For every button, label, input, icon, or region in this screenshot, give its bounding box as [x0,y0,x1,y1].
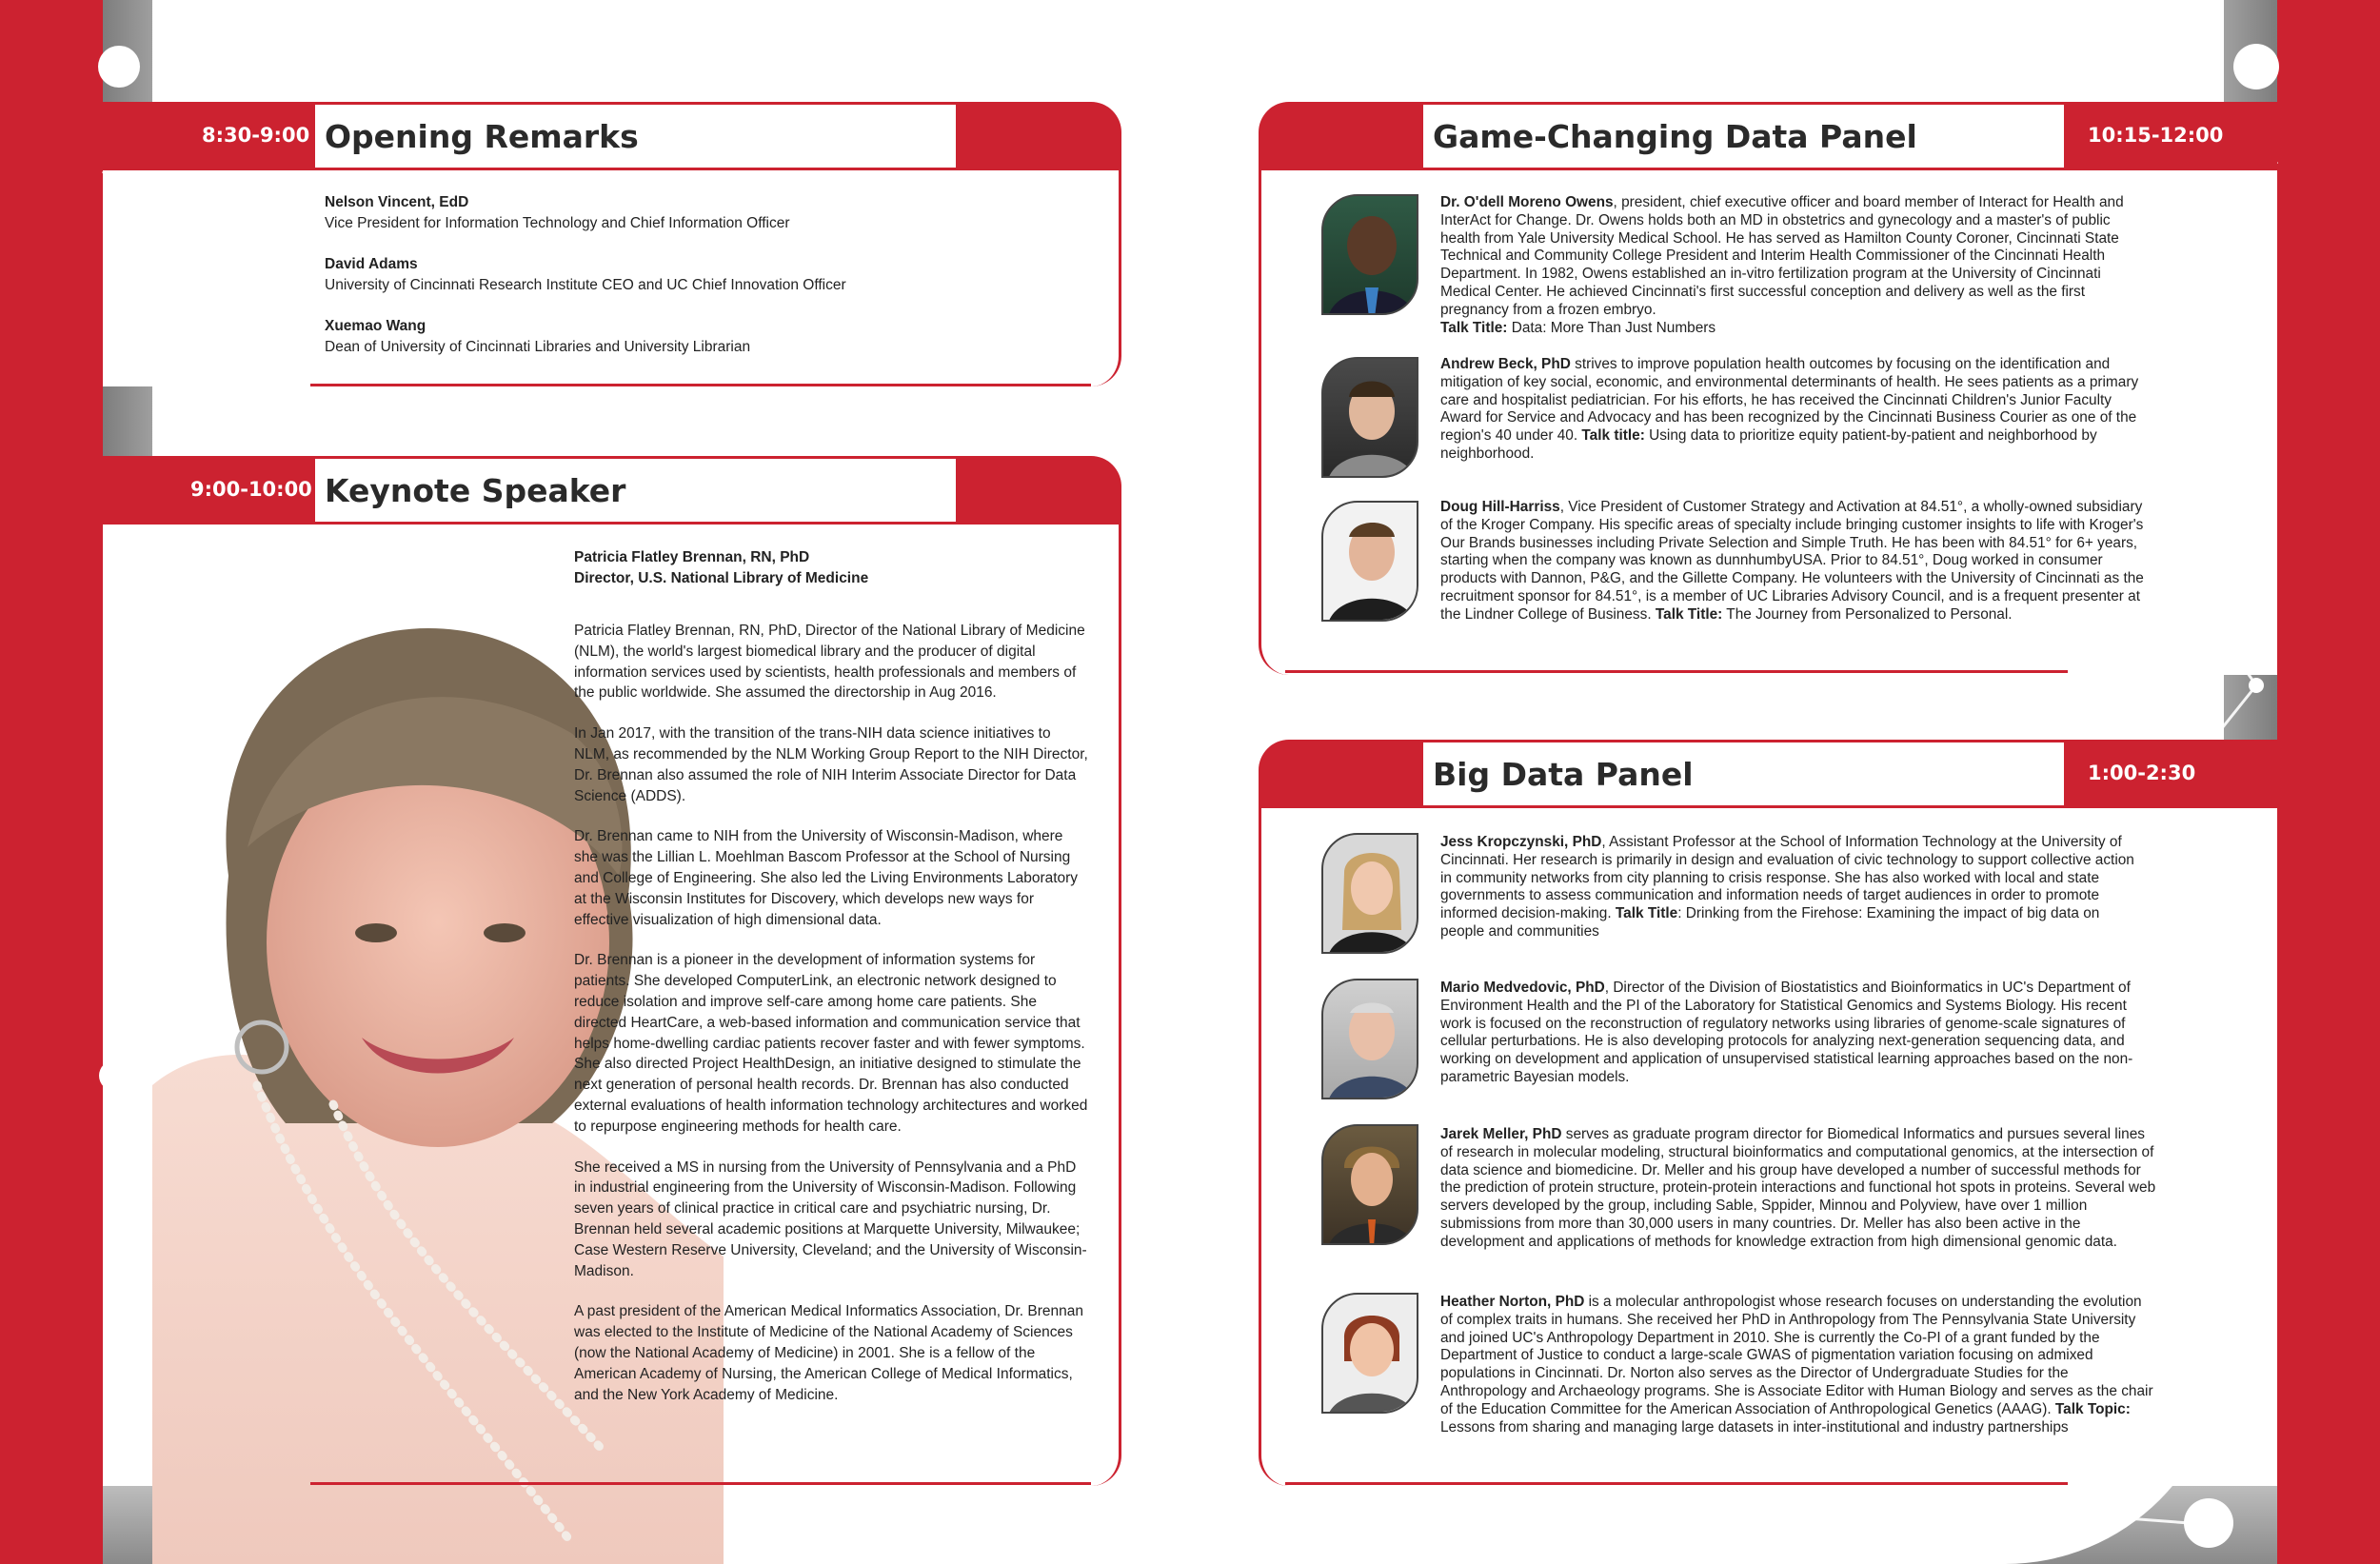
keynote-paragraph: Dr. Brennan came to NIH from the University of Wisconsin-Madison, where she was the Lillian L. Moehlman Bascom Professor at the School of Nursing and College of Engineering. She also led the Living Environments Laboratory at the Wisconsin Institutes for Discovery, which develops new ways for effective visualization of high dimensional data. [574,828,1079,928]
opening-speaker-list [325,192,1086,357]
speaker-bio: strives to improve population health outcomes by focusing on the identification and mitigation of key social, economic, and environmental determinants of health. He sees patients as a primary care and hospitalist pediatrician. For his efforts, he has received the Cincinnati Children's Junior Faculty Award for Service and Advocacy and has been recognized by the Cincinnati Business Courier as one of the region's 40 under 40. [1440,356,2139,445]
game-speaker-3-bio [1440,499,2154,624]
talk-label: Talk Title [1615,905,1678,922]
speaker-role: University of Cincinnati Research Institute CEO and UC Chief Innovation Officer [325,276,846,293]
talk-label: Talk title: [1581,427,1645,445]
game-speaker-2-bio [1440,356,2145,464]
talk-label: Talk Title: [1440,319,1508,336]
opening-speaker-2 [325,254,1086,295]
speaker-bio: , Director of the Division of Biostatistics and Bioinformatics in UC's Department of Environment Health and the PI of the Laboratory for Statistical Genomics and Systems Biology. His recent work is focused on the reconstruction of regulatory networks using libraries of genome-scale signatures of cellular perturbations. He is also developing protocols for analyzing next-generation sequencing data, and working on development and application of unsupervised statistical learning approaches based on the non-parametric Bayesian models. [1440,980,2133,1085]
talk-title: The Journey from Personalized to Personal. [1722,605,2013,623]
keynote-text [574,547,1088,1425]
keynote-time: 9:00-10:00 [190,478,312,501]
speaker-name: Xuemao Wang [325,318,426,334]
game-bottom-rule [1285,670,2068,673]
game-title: Game-Changing Data Panel [1433,117,1917,155]
speaker-bio: , president, chief executive officer and board member of Interact for Health and InterAct for Change. Dr. Owens holds both an MD in obstetrics and gynecology and a master's of public health from Yale University Medical School. He has served as Hamilton County Coroner, Cincinnati State Technical and Community College President and Interim Health Commissioner of the Cincinnati Health Department. In 1982, Owens established an in-vitro fertilization program at the University of Cincinnati Medical Center. He achieved Cincinnati's first successful conception and delivery as well as the first pregnancy from a frozen embryo. [1440,194,2124,318]
speaker-bio: , Vice President of Customer Strategy and Activation at 84.51°, a wholly-owned subsidiary of the Kroger Company. His specific areas of specialty include bringing customer insights to life with Kroger's Our Brands businesses including Private Selection and Simple Truth. He has been with 84.51° for 6+ years, starting when the company was known as dunnhumbyUSA. Prior to 84.51°, Doug worked in consumer products with Dannon, P&G, and the Gillette Company. He volunteers with the University of Cincinnati as the recruitment sponsor for 84.51°, is a member of UC Libraries Advisory Council, and is a frequent presenter at the Lindner College of Business. [1440,499,2144,623]
speaker-name: Mario Medvedovic, PhD [1440,980,1605,996]
speaker-name: Heather Norton, PhD [1440,1294,1585,1310]
game-speaker-1-bio [1440,194,2145,337]
speaker-photo [1321,833,1418,954]
speaker-name: Andrew Beck, PhD [1440,356,1571,372]
opening-speaker-3 [325,316,1086,357]
speaker-name: Doug Hill-Harriss [1440,499,1560,515]
speaker-name: Jarek Meller, PhD [1440,1126,1562,1142]
speaker-name: David Adams [325,256,418,272]
speaker-name: Jess Kropczynski, PhD [1440,834,1602,850]
talk-title: Lessons from sharing and managing large datasets in inter-institutional and industry partnerships [1440,1418,2069,1435]
opening-title: Opening Remarks [325,117,639,155]
game-title-box [1420,102,2067,170]
talk-title: : Drinking from the Firehose: Examining the impact of big data on people and communities [1440,905,2100,940]
keynote-paragraph: In Jan 2017, with the transition of the trans-NIH data science initiatives to NLM, as recommended by the NLM Working Group Report to the NIH Director, Dr. Brennan also assumed the role of NIH Interim Associate Director for Data Science (ADDS). [574,725,1088,804]
opening-time: 8:30-9:00 [202,124,310,147]
speaker-photo [1321,194,1418,315]
talk-title: Using data to prioritize equity patient-by-patient and neighborhood by neighborhood. [1440,427,2097,462]
bigdata-time: 1:00-2:30 [2088,762,2196,784]
speaker-bio: , Assistant Professor at the School of Information Technology at the University of Cincinnati. Her research is primarily in design and evaluation of civic technology to support collective action in community networks from city planning to crisis response. She has also worked with local and state governments to assess communication and information needs of target audiences in order to promote informed decision-making. [1440,834,2134,922]
talk-title: Data: More Than Just Numbers [1507,319,1716,336]
bigdata-title-box [1420,740,2067,808]
speaker-bio: serves as graduate program director for Biomedical Informatics and pursues several lines of research in molecular modeling, structural bioinformatics and computational genomics, at the intersection of data science and biomedicine. Dr. Meller and his group have developed a number of successful methods for the prediction of protein structure, protein-protein interactions and functional hot spots in proteins. Several web servers developed by the group, including Sable, Sppider, Minnou and Polyview, have over 1 million submissions from more than 30,000 users in many countries. Dr. Meller has also been active in the development and applications of methods for knowledge extraction from high dimensional genomic data. [1440,1126,2156,1250]
opening-bottom-rule [310,384,1091,386]
keynote-speaker-role: Director, U.S. National Library of Medicine [574,569,869,586]
speaker-photo [1321,979,1418,1099]
talk-label: Talk Topic: [2054,1400,2131,1417]
keynote-speaker-name: Patricia Flatley Brennan, RN, PhD [574,549,810,565]
speaker-bio: is a molecular anthropologist whose research focuses on understanding the evolution of complex traits in humans. She received her PhD in Anthropology from The Pennsylvania State University and joined UC's Anthropology Department in 2010. She is currently the Co-PI of a grant funded by the Department of Justice to conduct a large-scale GWAS of pigmentation variation focusing on admixed populations in Cincinnati. Dr. Norton also serves as the Director of Undergraduate Studies for the Anthropology and Archaeology programs. She is Associate Editor with Human Biology and serves as the chair of the Education Committee for the American Association of Anthropological Genetics (AAAG). [1440,1294,2153,1417]
bigdata-speaker-2-bio [1440,980,2154,1087]
bigdata-speaker-1-bio [1440,834,2145,941]
opening-speaker-1 [325,192,1086,233]
bigdata-bottom-rule [1285,1482,2068,1485]
keynote-bottom-rule [310,1482,1091,1485]
keynote-title: Keynote Speaker [325,471,626,509]
bigdata-title: Big Data Panel [1433,755,1694,793]
speaker-role: Vice President for Information Technology and Chief Information Officer [325,214,790,231]
speaker-role: Dean of University of Cincinnati Libraries and University Librarian [325,338,751,355]
keynote-title-box [312,456,959,525]
speaker-photo [1321,501,1418,622]
bigdata-speaker-3-bio [1440,1126,2156,1252]
keynote-paragraph: She received a MS in nursing from the University of Pennsylvania and a PhD in industrial engineering from the University of Wisconsin-Madison. Following seven years of clinical practice in critical care and psychiatric nursing, Dr. Brennan held several academic positions at Marquette University, Milwaukee; Case Western Reserve University, Cleveland; and the University of Wisconsin-Madison. [574,1158,1087,1279]
speaker-name: Dr. O'dell Moreno Owens [1440,194,1614,210]
game-time: 10:15-12:00 [2088,124,2224,147]
speaker-photo [1321,357,1418,478]
bigdata-speaker-4-bio [1440,1294,2156,1436]
keynote-paragraph: A past president of the American Medical Informatics Association, Dr. Brennan was elected to the Institute of Medicine of the National Academy of Sciences (now the National Academy of Medicine) in 2001. She is a fellow of the American Academy of Nursing, the American College of Medical Informatics, and the New York Academy of Medicine. [574,1303,1084,1403]
opening-title-box [312,102,959,170]
keynote-paragraph: Dr. Brennan is a pioneer in the development of information systems for patients. She developed ComputerLink, an electronic network designed to reduce isolation and improve self-care among home care patients. She directed HeartCare, a web-based information and communication service that helps home-dwelling cardiac patients recover faster and with fewer symptoms. She also directed Project HealthDesign, an initiative designed to stimulate the next generation of personal health records. Dr. Brennan has also conducted external evaluations of health information technology architectures and worked to repurpose engineering methods for health care. [574,952,1088,1135]
speaker-name: Nelson Vincent, EdD [325,194,469,210]
speaker-photo [1321,1293,1418,1414]
talk-label: Talk Title: [1655,605,1723,623]
keynote-paragraph: Patricia Flatley Brennan, RN, PhD, Director of the National Library of Medicine (NLM), the world's largest biomedical library and the producer of digital information services used by scientists, health professionals and members of the public worldwide. She assumed the directorship in Aug 2016. [574,623,1085,702]
speaker-photo [1321,1124,1418,1245]
